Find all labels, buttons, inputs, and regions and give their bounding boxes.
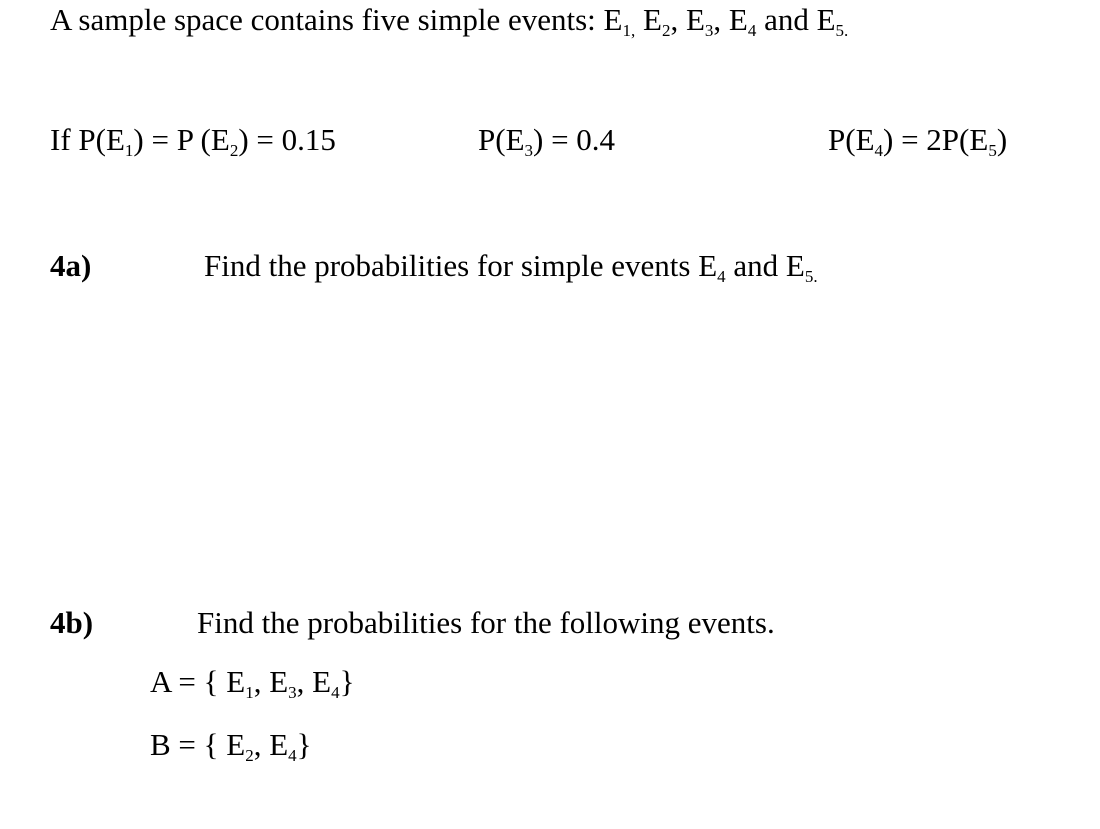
intro-line xyxy=(50,2,849,40)
q4b-label: 4b) xyxy=(50,605,94,640)
q4a-mid: and E xyxy=(725,248,805,283)
q4a-sub-1: 4 xyxy=(717,267,726,286)
set-a-sub-2: 3 xyxy=(288,683,297,702)
set-a-sub-1: 1 xyxy=(245,683,254,702)
intro-mid: and E xyxy=(756,2,836,37)
set-a-end: } xyxy=(339,664,355,699)
q4a-question xyxy=(204,248,818,286)
given-part-3-sub-2: 5 xyxy=(988,141,997,160)
given-part-3 xyxy=(828,122,1008,160)
given-part-2-end: ) = 0.4 xyxy=(533,122,616,157)
set-a-prefix: A = { E xyxy=(150,664,246,699)
given-part-1-end: ) = 0.15 xyxy=(238,122,336,157)
intro-sep-2: , E xyxy=(670,2,705,37)
set-a-sep-1: , E xyxy=(253,664,289,699)
set-b-sub-1: 2 xyxy=(245,746,254,765)
q4a-text-prefix: Find the probabilities for simple events E xyxy=(204,248,718,283)
set-a-sub-3: 4 xyxy=(331,683,340,702)
set-b-sep-1: , E xyxy=(253,727,289,762)
given-part-1-sub-2: 2 xyxy=(229,141,239,160)
set-a-sep-2: , E xyxy=(296,664,332,699)
intro-sub-5: 5. xyxy=(835,21,849,40)
intro-sep-3: , E xyxy=(713,2,748,37)
given-part-2 xyxy=(478,122,616,160)
intro-sub-4: 4 xyxy=(747,21,757,40)
given-part-3-prefix: P(E xyxy=(828,122,875,157)
given-part-3-end: ) xyxy=(996,122,1008,157)
intro-sub-3: 3 xyxy=(704,21,714,40)
intro-sub-2: 2 xyxy=(661,21,671,40)
given-part-2-sub: 3 xyxy=(524,141,533,160)
event-set-b xyxy=(150,727,312,765)
given-part-3-mid: ) = 2P(E xyxy=(883,122,989,157)
q4a-sub-2: 5. xyxy=(804,267,818,286)
q4a-label: 4a) xyxy=(50,248,92,283)
set-b-sub-2: 4 xyxy=(288,746,297,765)
given-part-1-prefix: If P(E xyxy=(50,122,125,157)
event-set-a xyxy=(150,664,355,702)
given-part-1-sub-1: 1 xyxy=(124,141,134,160)
set-b-prefix: B = { E xyxy=(150,727,246,762)
given-part-2-prefix: P(E xyxy=(478,122,525,157)
set-b-end: } xyxy=(296,727,312,762)
given-part-3-sub-1: 4 xyxy=(874,141,883,160)
intro-sub-1: 1, xyxy=(622,21,636,40)
intro-sep-1: E xyxy=(635,2,662,37)
q4b-question: Find the probabilities for the following events. xyxy=(197,605,775,640)
intro-prefix: A sample space contains five simple events: E xyxy=(50,2,623,37)
given-part-1 xyxy=(50,122,336,160)
given-part-1-mid: ) = P (E xyxy=(133,122,230,157)
